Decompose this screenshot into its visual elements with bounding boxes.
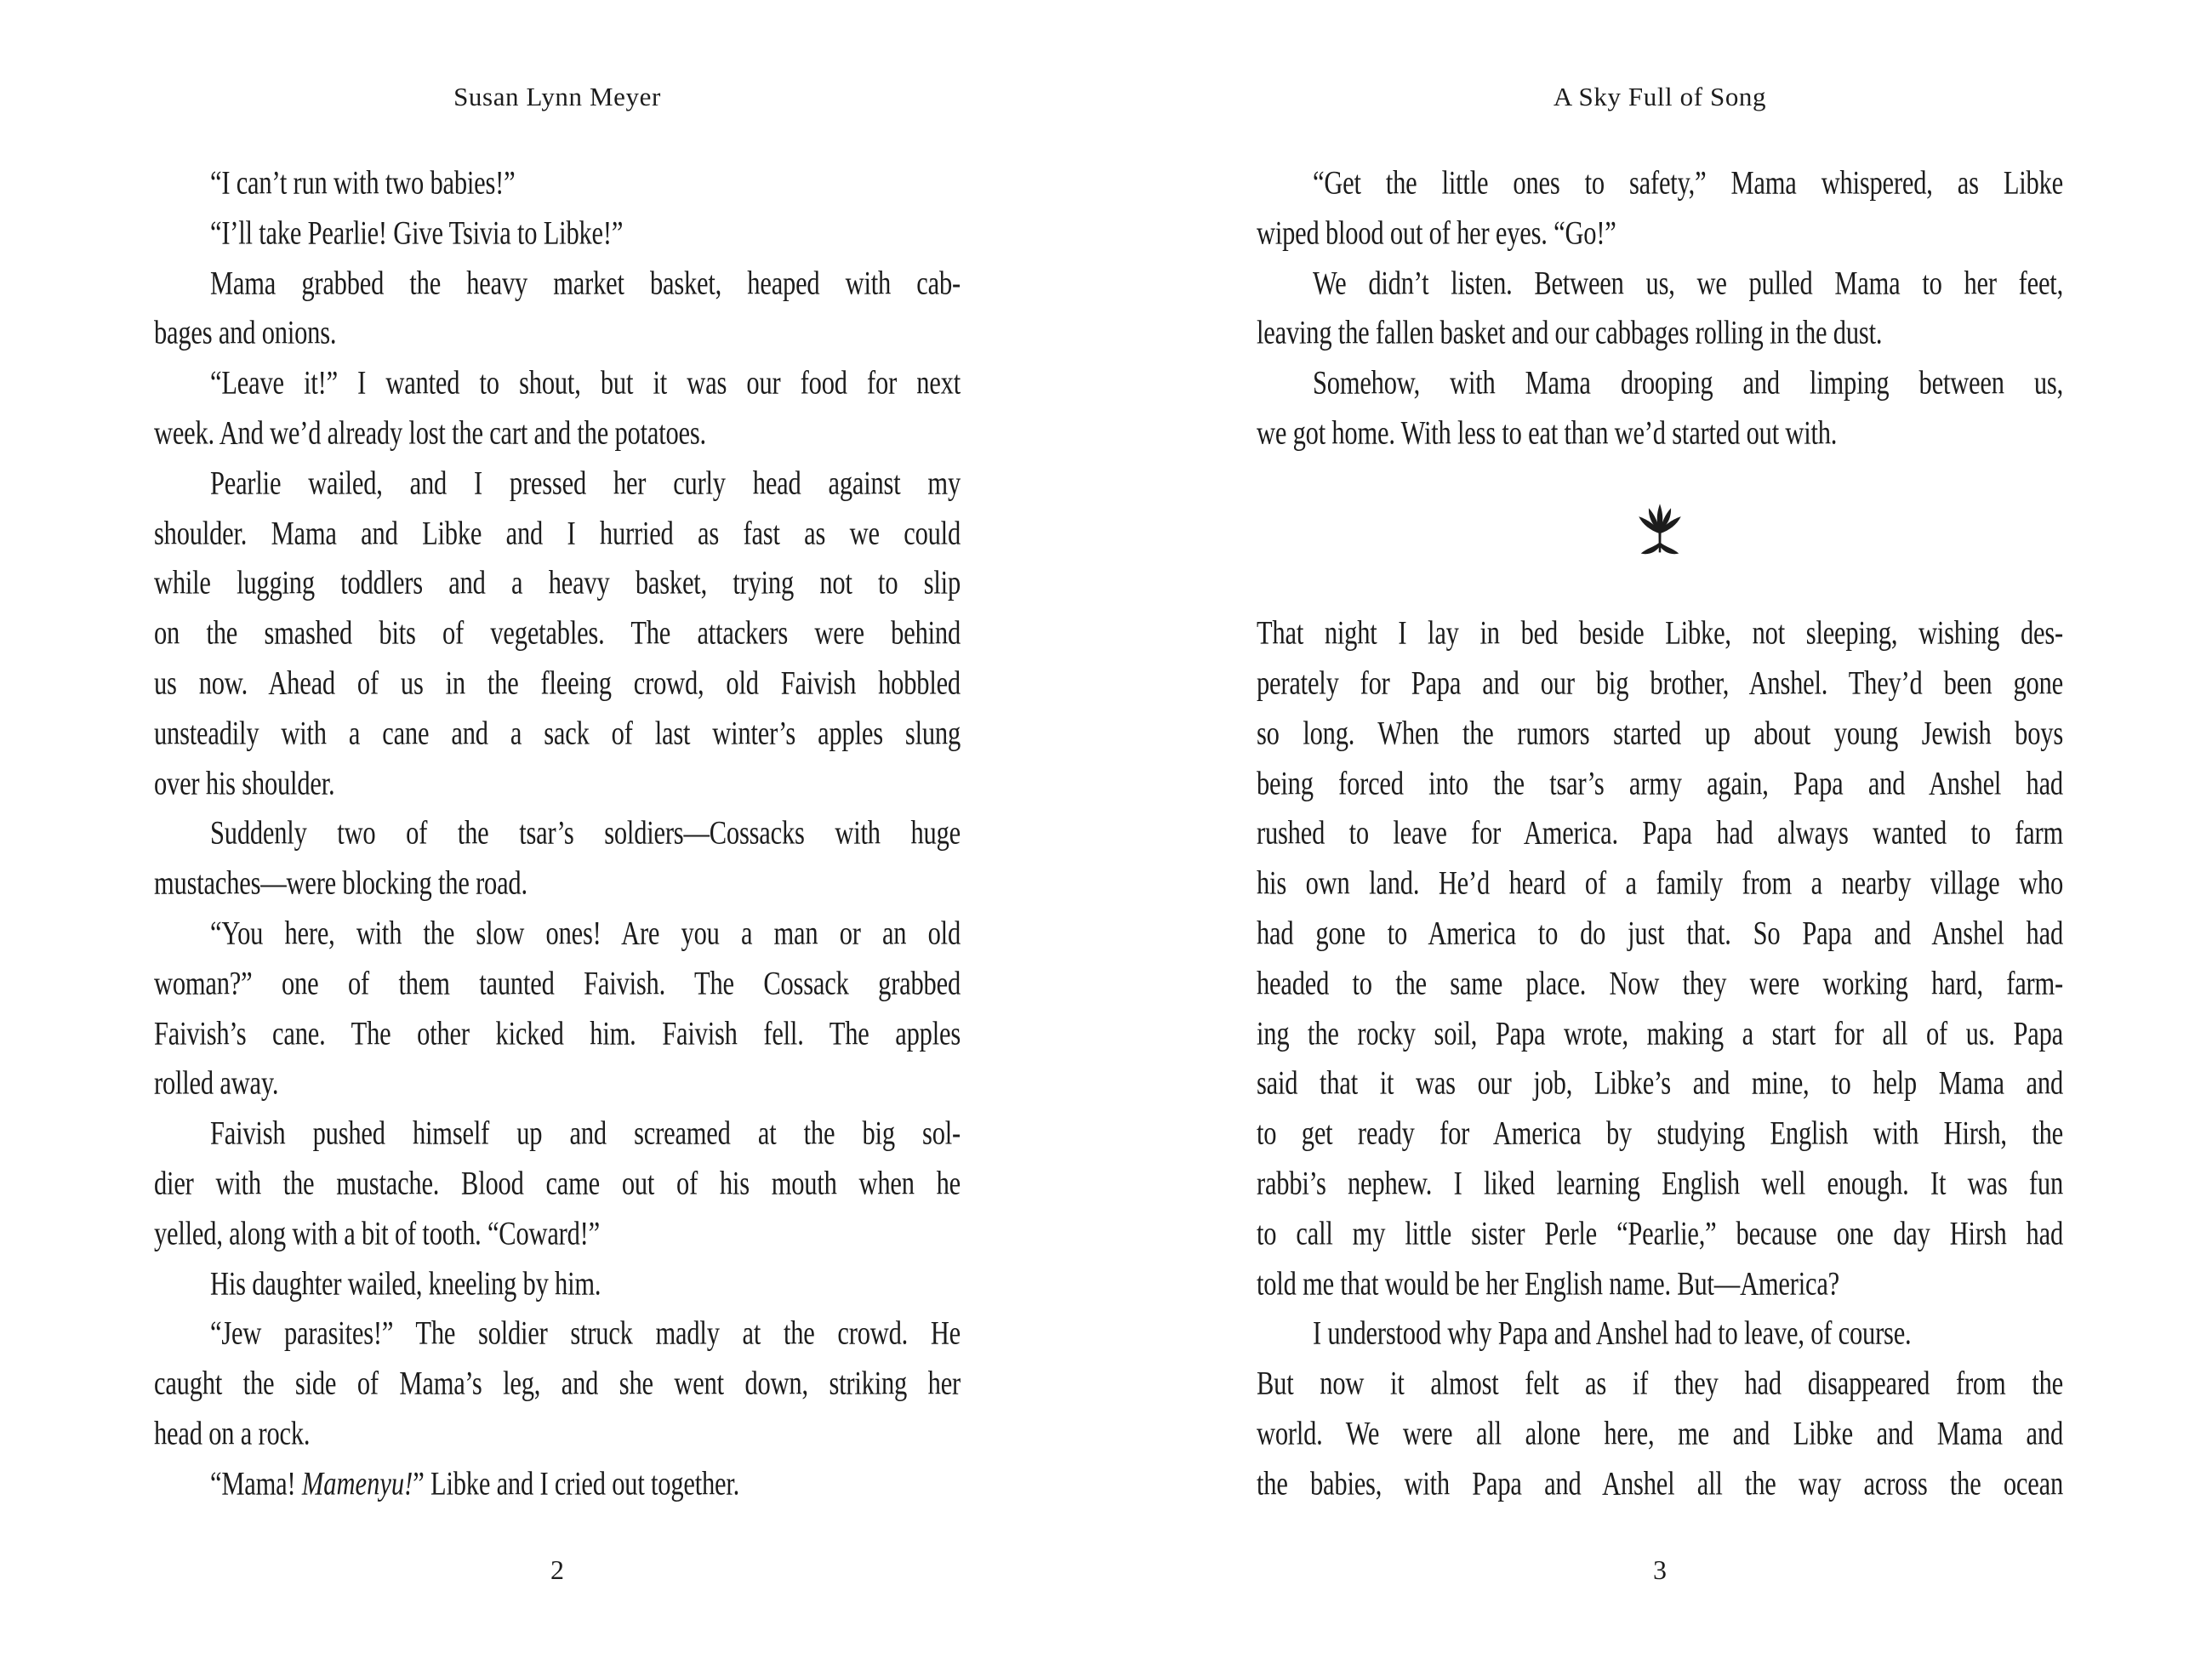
text-line: “Leave it!” I wanted to shout, but it was our food for next: [210, 364, 961, 402]
text-line: being forced into the tsar’s army again, Papa and Anshel had: [1257, 764, 2063, 802]
text-line: I understood why Papa and Anshel had to leave, of course.: [1313, 1314, 1912, 1352]
text-line: we got home. With less to eat than we’d started out with.: [1257, 414, 1838, 452]
text-line: Mama grabbed the heavy market basket, heaped with cab-: [210, 264, 961, 302]
text-line: bages and onions.: [154, 314, 337, 352]
text-line: That night I lay in bed beside Libke, not sleeping, wishing des-: [1257, 614, 2063, 652]
text-line: ing the rocky soil, Papa wrote, making a start for all of us. Papa: [1257, 1014, 2063, 1052]
text-line: Faivish’s cane. The other kicked him. Faivish fell. The apples: [154, 1014, 961, 1052]
text-line: “I’ll take Pearlie! Give Tsivia to Libke!”: [210, 214, 624, 252]
text-line: wiped blood out of her eyes. “Go!”: [1257, 214, 1616, 252]
text-line: so long. When the rumors started up about young Jewish boys: [1257, 714, 2063, 752]
running-header-author: Susan Lynn Meyer: [453, 82, 661, 111]
section-break-ornament: [1257, 459, 2063, 608]
text-line: leaving the fallen basket and our cabbages rolling in the dust.: [1257, 314, 1883, 352]
page-body: [1257, 158, 2063, 1509]
text-line: But now it almost felt as if they had disappeared from the: [1257, 1365, 2063, 1402]
text-line: rolled away.: [154, 1064, 279, 1102]
text-line: “Mama! Mamenyu!” Libke and I cried out together.: [210, 1464, 740, 1502]
text-line: His daughter wailed, kneeling by him.: [210, 1264, 601, 1303]
text-line: woman?” one of them taunted Faivish. The Cossack grabbed: [154, 964, 961, 1002]
text-line: “Jew parasites!” The soldier struck madly at the crowd. He: [210, 1314, 961, 1352]
text-line: caught the side of Mama’s leg, and she went down, striking her: [154, 1365, 961, 1402]
text-line: over his shoulder.: [154, 764, 335, 802]
text-line: had gone to America to do just that. So Papa and Anshel had: [1257, 915, 2063, 952]
text-line: world. We were all alone here, me and Libke and Mama and: [1257, 1415, 2063, 1452]
text-line: head on a rock.: [154, 1415, 311, 1452]
text-line: to call my little sister Perle “Pearlie,” because one day Hirsh had: [1257, 1214, 2063, 1252]
flower-ornament-icon: [1633, 500, 1686, 567]
text-line: us now. Ahead of us in the fleeing crowd, old Faivish hobbled: [154, 664, 961, 702]
running-header-title: A Sky Full of Song: [1553, 82, 1767, 111]
text-line: rabbi’s nephew. I liked learning English well enough. It was fun: [1257, 1165, 2063, 1202]
text-line: week. And we’d already lost the cart and the potatoes.: [154, 414, 706, 452]
page-number-right: 3: [1653, 1554, 1667, 1585]
text-line: Pearlie wailed, and I pressed her curly head against my: [210, 464, 961, 502]
text-line: “You here, with the slow ones! Are you a man or an old: [210, 915, 961, 952]
text-line: Suddenly two of the tsar’s soldiers—Cossacks with huge: [210, 814, 961, 852]
right-page: [1257, 0, 2063, 1659]
text-line: “Get the little ones to safety,” Mama whispered, as Libke: [1313, 164, 2063, 202]
text-line: “I can’t run with two babies!”: [210, 164, 516, 202]
text-line: to get ready for America by studying English with Hirsh, the: [1257, 1115, 2063, 1152]
text-line: his own land. He’d heard of a family from a nearby village who: [1257, 864, 2063, 902]
text-line: Somehow, with Mama drooping and limping between us,: [1313, 364, 2063, 402]
text-line: the babies, with Papa and Anshel all the way across the ocean: [1257, 1464, 2063, 1502]
text-line: rushed to leave for America. Papa had always wanted to farm: [1257, 814, 2063, 852]
text-line: unsteadily with a cane and a sack of last winter’s apples slung: [154, 714, 961, 752]
text-line: told me that would be her English name. But—America?: [1257, 1264, 1839, 1303]
page-body: [154, 158, 961, 1509]
text-line: dier with the mustache. Blood came out of his mouth when he: [154, 1165, 961, 1202]
left-page: [154, 0, 961, 1659]
text-line: headed to the same place. Now they were working hard, farm-: [1257, 964, 2063, 1002]
text-line: while lugging toddlers and a heavy basket, trying not to slip: [154, 564, 961, 602]
text-line: perately for Papa and our big brother, Anshel. They’d been gone: [1257, 664, 2063, 702]
text-line: said that it was our job, Libke’s and mine, to help Mama and: [1257, 1064, 2063, 1102]
text-line: on the smashed bits of vegetables. The attackers were behind: [154, 614, 961, 652]
text-line: Faivish pushed himself up and screamed at the big sol-: [210, 1115, 961, 1152]
text-line: We didn’t listen. Between us, we pulled Mama to her feet,: [1313, 264, 2063, 302]
text-line: mustaches—were blocking the road.: [154, 864, 527, 902]
page-number-left: 2: [550, 1554, 564, 1585]
text-line: yelled, along with a bit of tooth. “Coward!”: [154, 1214, 600, 1252]
text-line: shoulder. Mama and Libke and I hurried as fast as we could: [154, 514, 961, 552]
